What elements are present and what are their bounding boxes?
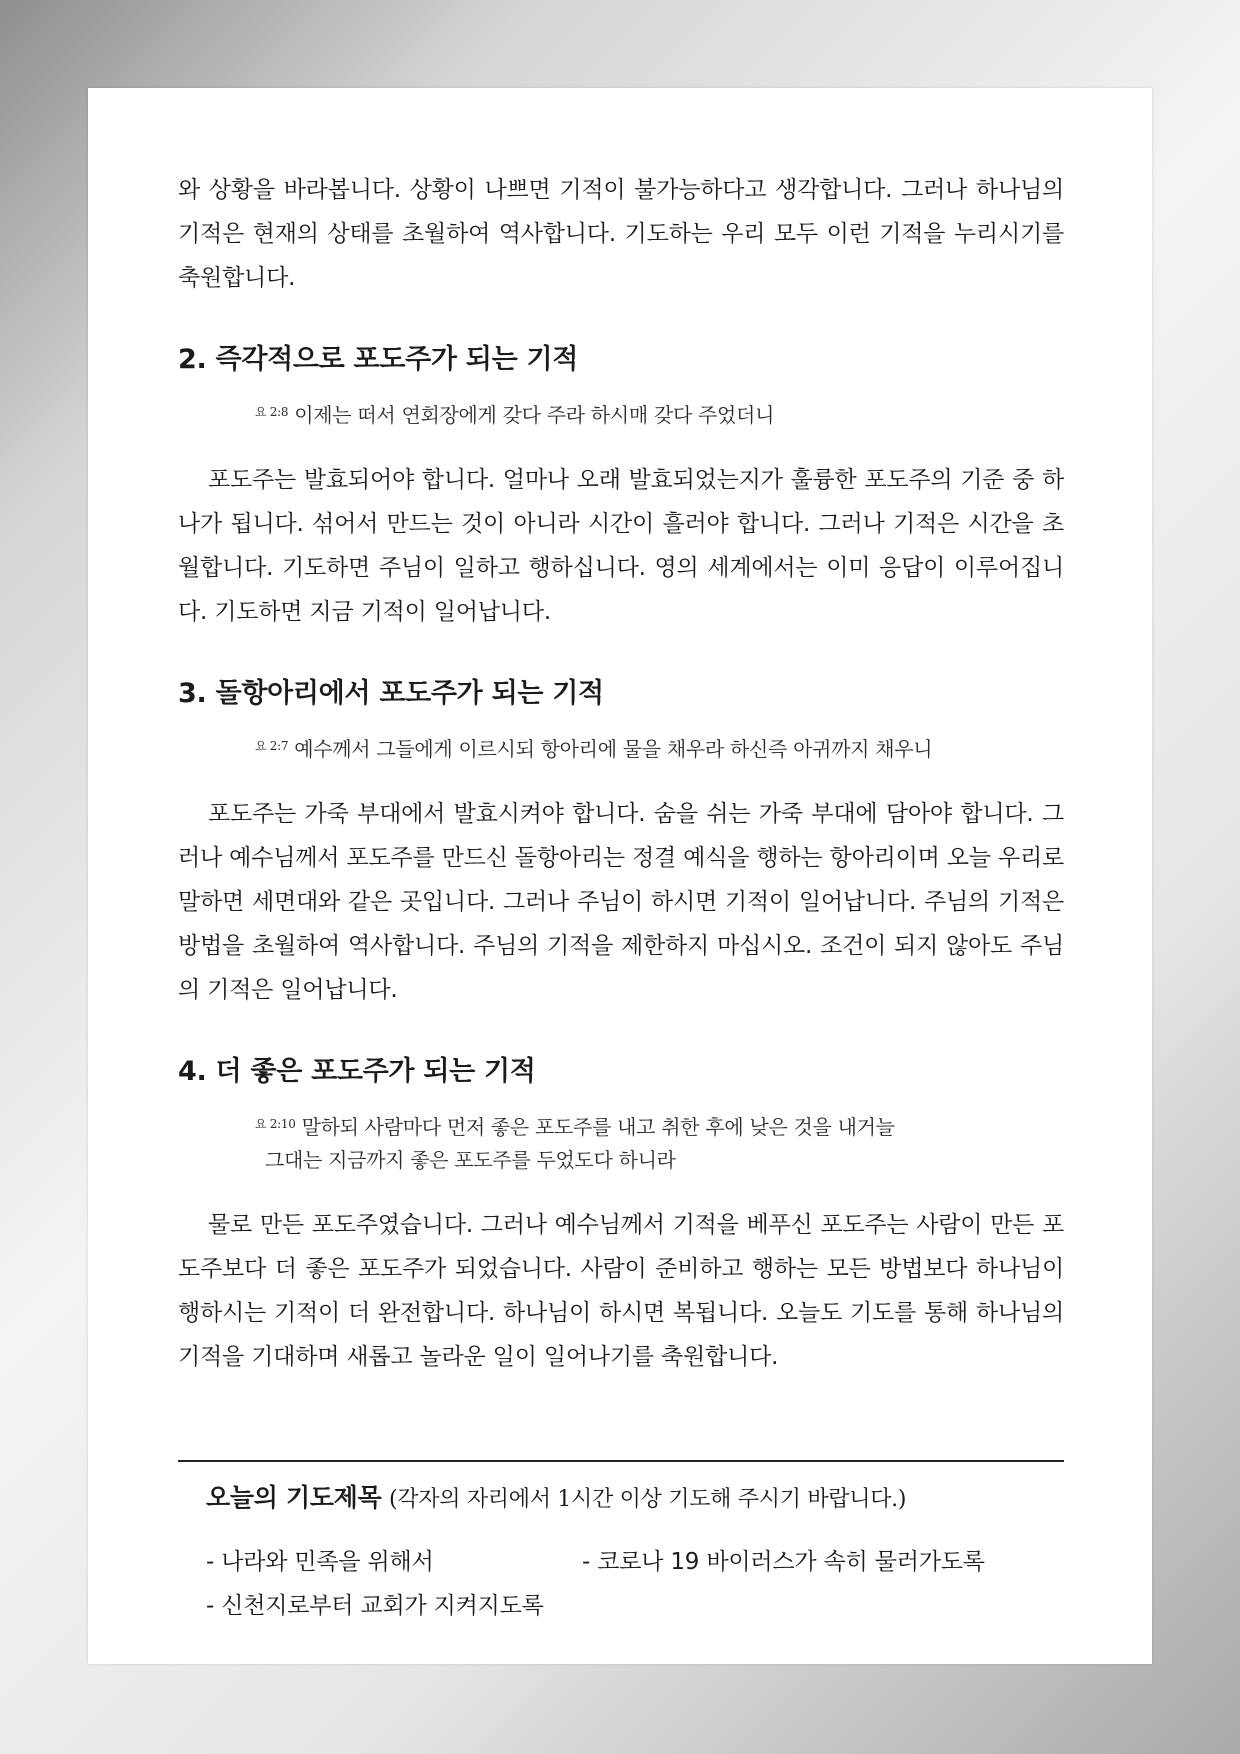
prayer-note: (각자의 자리에서 1시간 이상 기도해 주시기 바랍니다.) (389, 1487, 907, 1512)
intro-paragraph: 와 상황을 바라봅니다. 상황이 나쁘면 기적이 불가능하다고 생각합니다. 그러나 하나님의 기적은 현재의 상태를 초월하여 역사합니다. 기도하는 우리 모두 이런 기적을 누리시기를 축원합니다. (178, 177, 1064, 291)
verse-reference: 요 2:8 (255, 405, 289, 419)
prayer-title: 오늘의 기도제목 (206, 1483, 382, 1512)
verse-text: 예수께서 그들에게 이르시되 항아리에 물을 채우라 하신즉 아귀까지 채우니 (294, 737, 933, 761)
prayer-title-line (206, 1480, 1056, 1518)
verse-reference: 요 2:7 (255, 739, 289, 753)
section-body-2: 포도주는 발효되어야 합니다. 얼마나 오래 발효되었는지가 훌륭한 포도주의 기준 중 하나가 됩니다. 섞어서 만드는 것이 아니라 시간이 흘러야 합니다. 그러나 기적은 시간을 초월합니다. 기도하면 주님이 일하고 행하십니다. 영의 세계에서는 이미 응답이 이루어집니다. 기도하면 지금 기적이 일어납니다. (178, 467, 1064, 625)
section-heading-3: 3. 돌항아리에서 포도주가 되는 기적 (178, 678, 604, 709)
verse-quote-2 (178, 396, 1064, 432)
prayer-item: - 코로나 19 바이러스가 속히 물러가도록 (582, 1549, 985, 1575)
verse-reference: 요 2:10 (255, 1117, 296, 1131)
verse-text: 말하되 사람마다 먼저 좋은 포도주를 내고 취한 후에 낮은 것을 내거늘 (301, 1115, 895, 1139)
verse-quote-4 (178, 1108, 1064, 1177)
prayer-divider (178, 1460, 1064, 1462)
section-heading-2: 2. 즉각적으로 포도주가 되는 기적 (178, 344, 579, 375)
prayer-list (206, 1544, 1056, 1624)
prayer-box (206, 1480, 1056, 1624)
prayer-item: - 나라와 민족을 위해서 (206, 1549, 434, 1575)
prayer-item: - 신천지로부터 교회가 지켜지도록 (206, 1593, 544, 1619)
section-heading-4: 4. 더 좋은 포도주가 되는 기적 (178, 1056, 536, 1087)
verse-quote-3 (178, 730, 1064, 766)
verse-text-continued: 그대는 지금까지 좋은 포도주를 두었도다 하니라 (265, 1148, 676, 1172)
page-content (178, 168, 1064, 1379)
section-body-3: 포도주는 가죽 부대에서 발효시켜야 합니다. 숨을 쉬는 가죽 부대에 담아야 합니다. 그러나 예수님께서 포도주를 만드신 돌항아리는 정결 예식을 행하는 항아리이며 오늘 우리로 말하면 세면대와 같은 곳입니다. 그러나 주님이 하시면 기적이 일어납니다. 주님의 기적은 방법을 초월하여 역사합니다. 주님의 기적을 제한하지 마십시오. 조건이 되지 않아도 주님의 기적은 일어납니다. (178, 801, 1064, 1003)
section-body-4: 물로 만든 포도주였습니다. 그러나 예수님께서 기적을 베푸신 포도주는 사람이 만든 포도주보다 더 좋은 포도주가 되었습니다. 사람이 준비하고 행하는 모든 방법보다 하나님이 행하시는 기적이 더 완전합니다. 하나님이 하시면 복됩니다. 오늘도 기도를 통해 하나님의 기적을 기대하며 새롭고 놀라운 일이 일어나기를 축원합니다. (178, 1212, 1064, 1370)
verse-text: 이제는 떠서 연회장에게 갖다 주라 하시매 갖다 주었더니 (294, 403, 775, 427)
document-page (88, 88, 1152, 1664)
